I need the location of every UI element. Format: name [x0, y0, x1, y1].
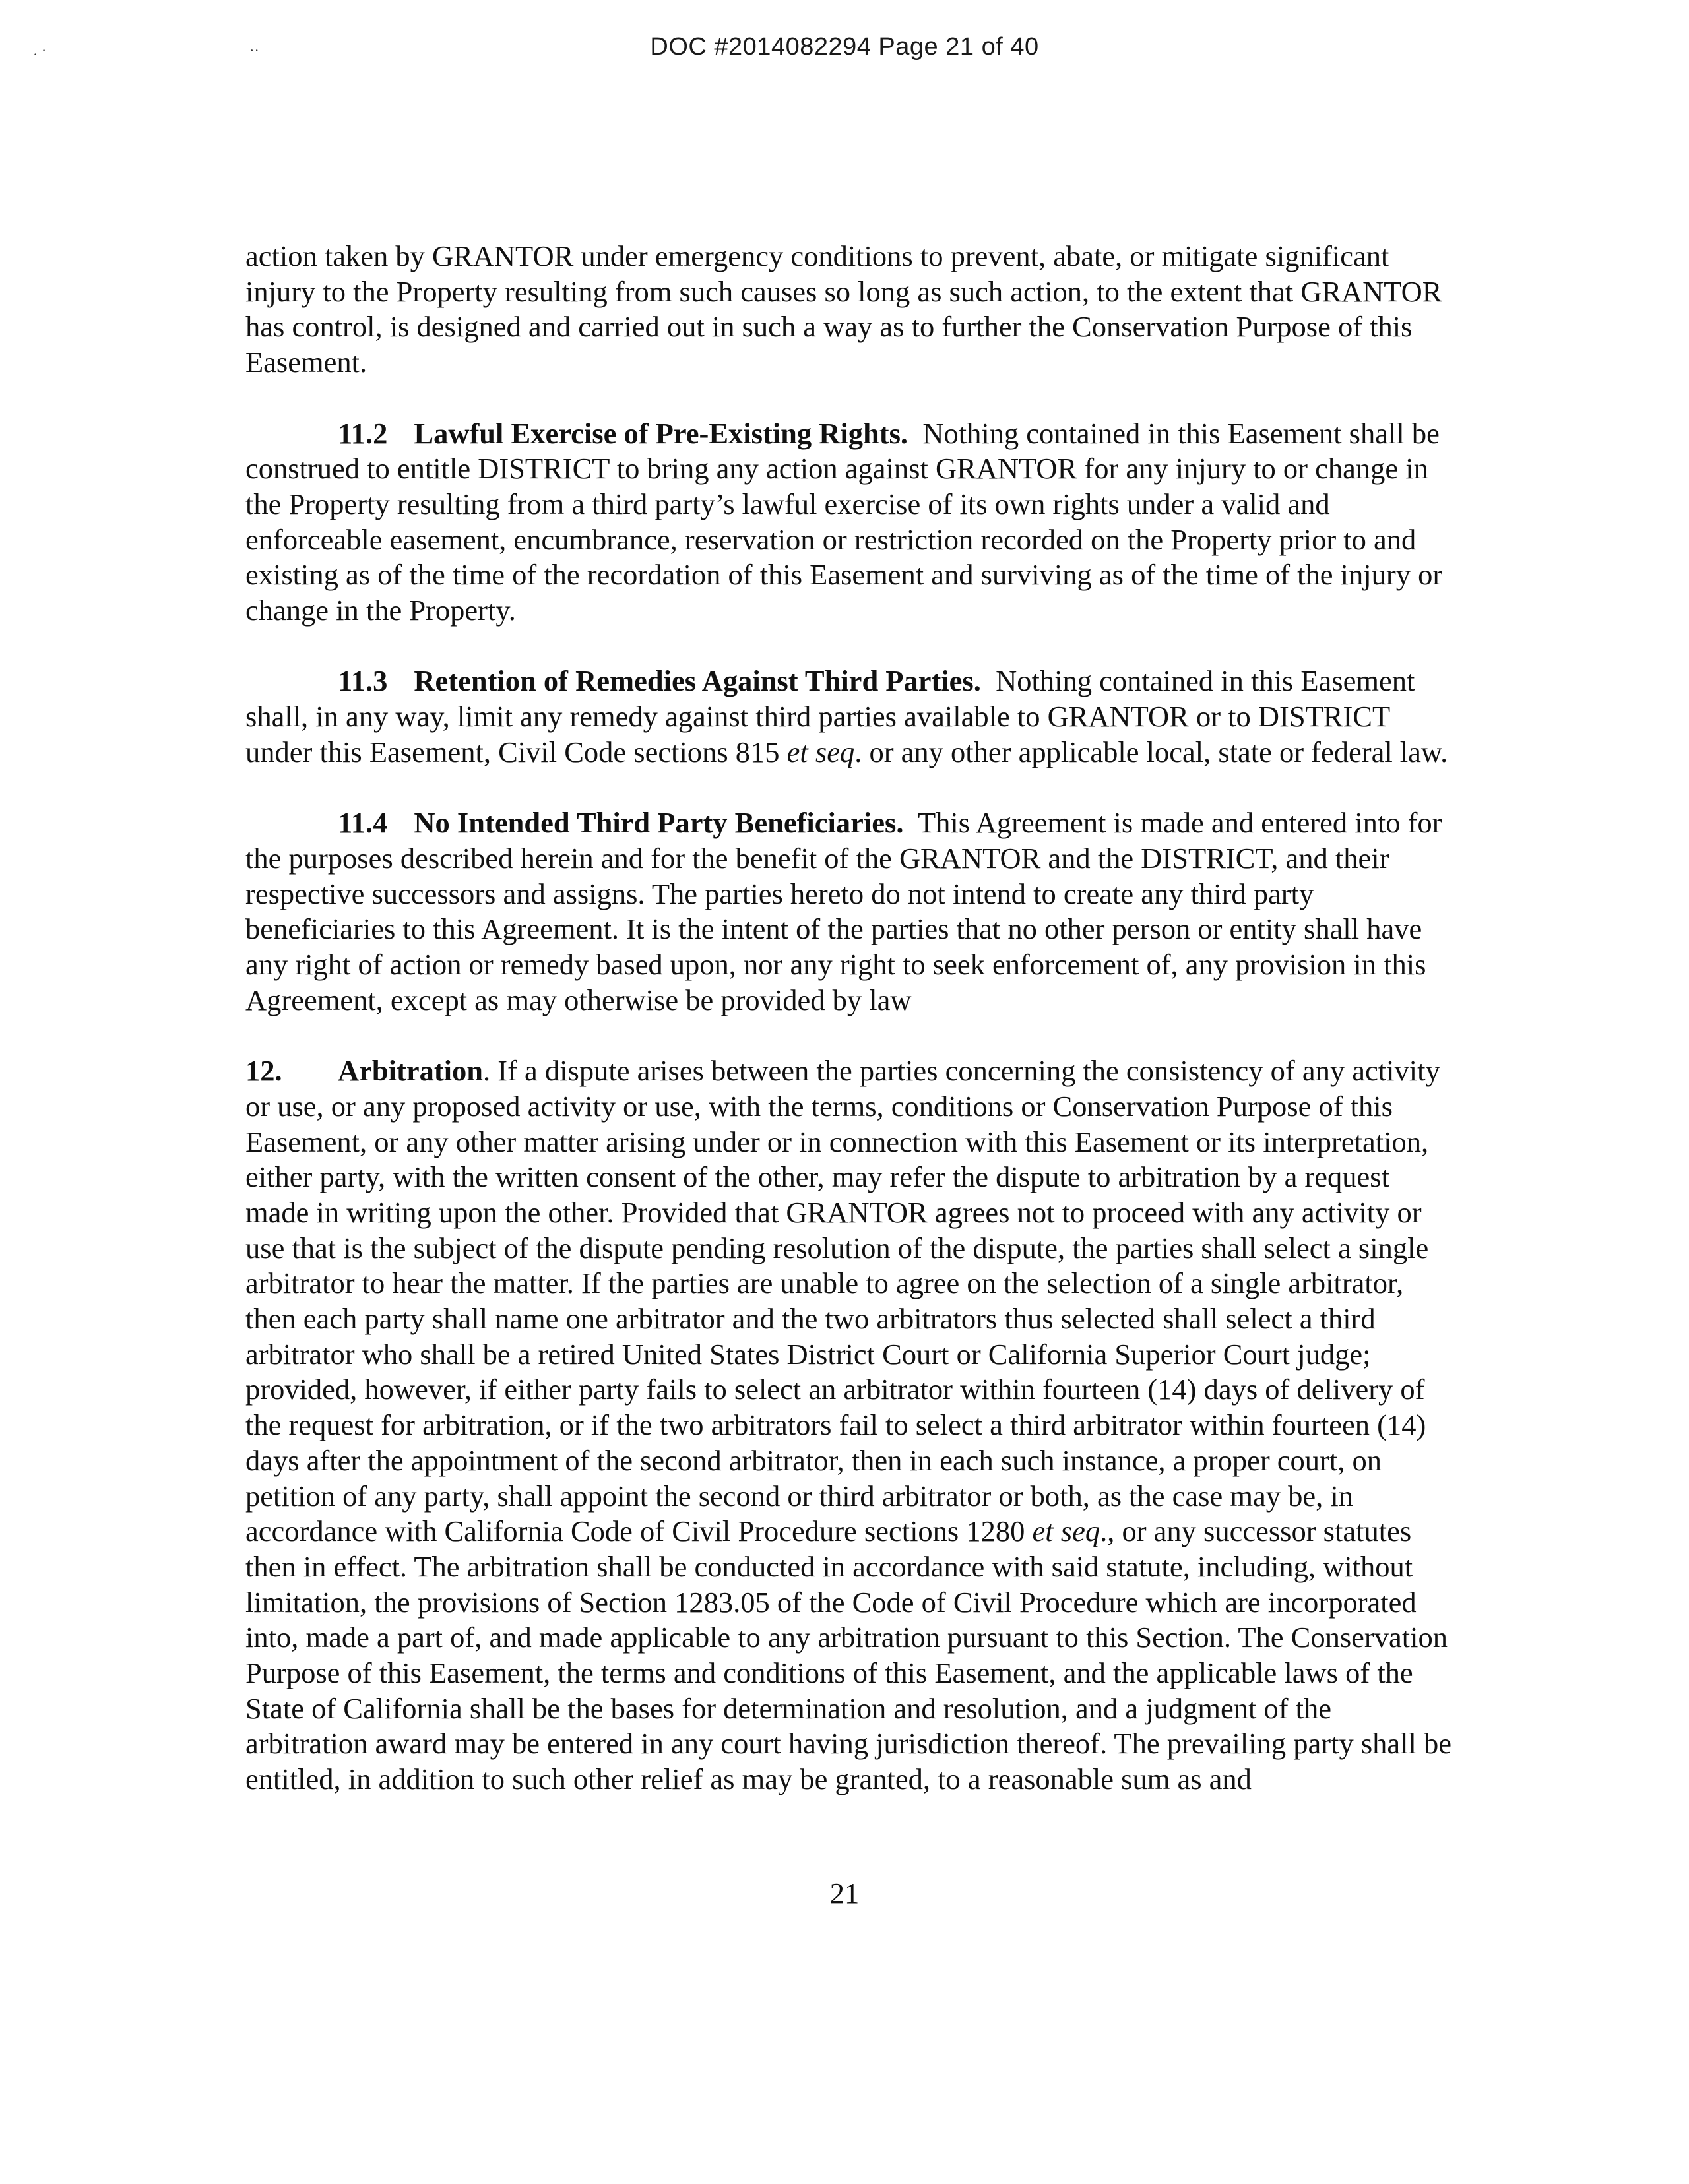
section-text: Nothing contained in this Easement shall be construed to entitle DISTRICT to bring any action against GRANTOR for any injury to or change in the Property resulting from a third party’s lawful exercise of its own rights under a valid and enforceable easement, encumbrance, reservation or restriction recorded on the Property prior to and existing as of the time of the recordation of this Easement and surviving as of the time of the injury or change in the Property. — [245, 416, 1443, 627]
section-heading: Arbitration — [338, 1054, 484, 1088]
section-heading: Lawful Exercise of Pre-Existing Rights. — [414, 416, 908, 450]
section-number: 11.2 — [338, 416, 388, 450]
section-number: 11.4 — [338, 806, 388, 840]
document-header: DOC #2014082294 Page 21 of 40 — [650, 33, 1039, 61]
section-text-a: . If a dispute arises between the parties concerning the consistency of any activity or use, or any proposed activity or use, with the terms, conditions or Conservation Purpose of this Easement, or any other matter arising under or in connection with this Easement or its interpretation, either party, with the written consent of the other, may refer the dispute to arbitration by a request made in writing upon the other. Provided that GRANTOR agrees not to proceed with any activity or use that is the subject of the dispute pending resolution of the dispute, the parties shall select a single arbitrator to hear the matter. If the parties are unable to agree on the selection of a single arbitrator, then each party shall name one arbitrator and the two arbitrators thus selected shall select a third arbitrator who shall be a retired United States District Court or California Superior Court judge; provided, however, if either party fails to select an arbitrator within fourteen (14) days of delivery of the request for arbitration, or if the two arbitrators fail to select a third arbitrator within fourteen (14) days after the appointment of the second arbitrator, then in each such instance, a proper court, on petition of any party, shall appoint the second or third arbitrator or both, as the case may be, in accordance with California Code of Civil Procedure sections 1280 — [245, 1054, 1440, 1548]
section-number: 12. — [245, 1054, 282, 1088]
section-11-4 — [245, 805, 1459, 1018]
page-number: 21 — [829, 1877, 860, 1910]
document-body — [245, 239, 1459, 1833]
paragraph-continuation — [245, 239, 1459, 381]
section-text: This Agreement is made and entered into for the purposes described herein and for the benefit of the GRANTOR and the DISTRICT, and their respective successors and assigns. The parties hereto do not intend to create any third party beneficiaries to this Agreement. It is the intent of the parties that no other person or entity shall have any right of action or remedy based upon, nor any right to seek enforcement of, any provision in this Agreement, except as may otherwise be provided by law — [245, 806, 1442, 1016]
section-number: 11.3 — [338, 664, 388, 698]
et-seq-italic: et seq — [786, 735, 855, 768]
paragraph-text: action taken by GRANTOR under emergency conditions to prevent, abate, or mitigate significant injury to the Property resulting from such causes so long as such action, to the extent that GRANTOR has control, is designed and carried out in such a way as to further the Conservation Purpose of this Easement. — [245, 239, 1442, 379]
section-11-3 — [245, 664, 1459, 770]
section-12 — [245, 1053, 1459, 1797]
section-heading: Retention of Remedies Against Third Parties. — [414, 664, 981, 698]
section-heading: No Intended Third Party Beneficiaries. — [414, 806, 904, 840]
section-text-a: Nothing contained in this Easement shall, in any way, limit any remedy against third parties available to GRANTOR or to DISTRICT under this Easement, Civil Code sections 815 — [245, 664, 1415, 768]
et-seq-italic: et seq — [1032, 1514, 1100, 1548]
section-11-2 — [245, 416, 1459, 629]
section-text-b: ., or any successor statutes then in effect. The arbitration shall be conducted in accordance with said statute, including, without limitation, the provisions of Section 1283.05 of the Code of Civil Procedure which are incorporated into, made a part of, and made applicable to any arbitration pursuant to this Section. The Conservation Purpose of this Easement, the terms and conditions of this Easement, and the applicable laws of the State of California shall be the bases for determination and resolution, and a judgment of the arbitration award may be entered in any court having jurisdiction thereof. The prevailing party shall be entitled, in addition to such other relief as may be granted, to a reasonable sum as and — [245, 1514, 1451, 1796]
section-text-b: . or any other applicable local, state or federal law. — [854, 735, 1448, 768]
scan-specks: · ˙ ˙˙ — [33, 46, 259, 63]
